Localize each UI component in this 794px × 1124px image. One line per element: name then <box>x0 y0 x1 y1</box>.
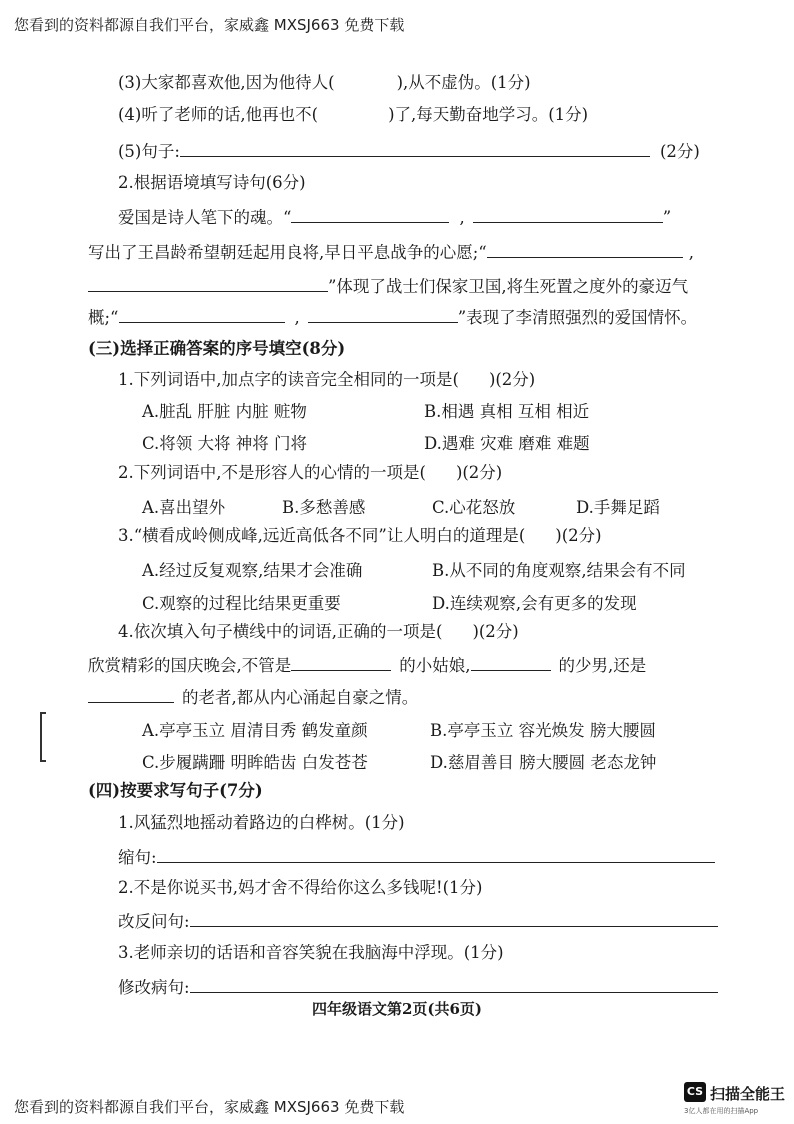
mc-question-4 <box>118 621 519 643</box>
mc-q4-l2-text: 的老者,都从内心涌起自豪之情。 <box>182 688 419 707</box>
mc-q4-blank-1[interactable] <box>291 654 391 671</box>
poem-blank-3[interactable] <box>487 241 683 258</box>
mc-q4-option-c[interactable]: C.步履蹒跚 明眸皓齿 白发苍苍 <box>142 753 368 772</box>
part3-title: (三)选择正确答案的序号填空(8分) <box>88 339 346 358</box>
mc-q1-option-b[interactable]: B.相遇 真相 互相 相近 <box>424 402 590 421</box>
rewrite-question-1: 1.风猛烈地摇动着路边的白桦树。(1分) <box>118 813 405 832</box>
poem-l1-quote: ” <box>662 208 672 227</box>
q5-answer-line[interactable] <box>180 140 650 157</box>
poem-line-4 <box>88 306 697 329</box>
poem-l4-comma: , <box>294 308 300 327</box>
poem-section-title: 2.根据语境填写诗句(6分) <box>118 173 306 192</box>
mc-q4-option-d[interactable]: D.慈眉善目 膀大腰圆 老态龙钟 <box>430 753 657 772</box>
q3-end: ),从不虚伪。(1分) <box>396 73 531 92</box>
bottom-watermark: 您看到的资料都源自我们平台，家威鑫 MXSJ663 免费下载 <box>14 1098 405 1116</box>
mc-q1-text: 1.下列词语中,加点字的读音完全相同的一项是( <box>118 370 459 389</box>
logo-name: 扫描全能王 <box>710 1085 786 1103</box>
q3-text: (3)大家都喜欢他,因为他待人( <box>118 73 335 92</box>
poem-l2-text: 写出了王昌龄希望朝廷起用良将,早日平息战争的心愿;“ <box>88 243 487 262</box>
mc-q4-blank-3[interactable] <box>88 686 174 703</box>
mc-q4-l1-text: 欣赏精彩的国庆晚会,不管是 <box>88 656 292 675</box>
poem-l3-text: ”体现了战士们保家卫国,将生死置之度外的豪迈气 <box>328 277 689 296</box>
mc-q3-option-a[interactable]: A.经过反复观察,结果才会准确 <box>142 561 363 580</box>
mc-q1-option-a[interactable]: A.脏乱 肝脏 内脏 赃物 <box>142 402 307 421</box>
fill-question-3 <box>118 72 531 94</box>
mc-q2-end: )(2分) <box>455 463 503 482</box>
poem-line-2 <box>88 241 694 264</box>
rewrite-answer-3 <box>118 976 718 999</box>
rewrite-answer-1 <box>118 846 715 869</box>
rewrite-label-1: 缩句: <box>118 848 157 867</box>
poem-blank-1[interactable] <box>291 206 449 223</box>
mc-q4-sentence-2 <box>88 686 418 709</box>
mc-q1-option-d[interactable]: D.遇难 灾难 磨难 难题 <box>424 434 590 453</box>
mc-q2-option-c[interactable]: C.心花怒放 <box>432 498 516 517</box>
rewrite-answer-line-3[interactable] <box>190 976 718 993</box>
mc-q2-option-b[interactable]: B.多愁善感 <box>282 498 366 517</box>
mc-q4-sentence-1 <box>88 654 646 677</box>
fill-question-4 <box>118 104 588 126</box>
mc-q1-end: )(2分) <box>488 370 536 389</box>
mc-q4-l1-end: 的少男,还是 <box>558 656 647 675</box>
poem-line-1 <box>118 206 671 229</box>
mc-question-1 <box>118 369 535 391</box>
q4-end: )了,每天勤奋地学习。(1分) <box>388 105 589 124</box>
poem-l2-comma: , <box>688 243 694 262</box>
mc-q2-option-a[interactable]: A.喜出望外 <box>142 498 226 517</box>
rewrite-label-2: 改反问句: <box>118 912 190 931</box>
rewrite-answer-line-2[interactable] <box>190 910 718 927</box>
q5-score: (2分) <box>659 142 700 161</box>
cs-badge-icon: CS <box>684 1082 706 1102</box>
mc-q1-option-c[interactable]: C.将领 大将 神将 门将 <box>142 434 308 453</box>
q5-text: (5)句子: <box>118 142 180 161</box>
mc-question-2 <box>118 462 502 484</box>
poem-blank-4[interactable] <box>88 275 328 292</box>
poem-line-3 <box>88 275 688 298</box>
mc-q4-end: )(2分) <box>472 622 519 641</box>
rewrite-question-2: 2.不是你说买书,妈才舍不得给你这么多钱呢!(1分) <box>118 878 483 897</box>
poem-blank-2[interactable] <box>473 206 663 223</box>
poem-l4-end: ”表现了李清照强烈的爱国情怀。 <box>457 308 698 327</box>
part4-title: (四)按要求写句子(7分) <box>88 781 263 800</box>
mc-q3-end: )(2分) <box>555 526 602 545</box>
mc-q4-text: 4.依次填入句子横线中的词语,正确的一项是( <box>118 622 443 641</box>
fill-question-5 <box>118 140 700 163</box>
poem-l4-text: 概;“ <box>88 308 119 327</box>
mc-q3-option-c[interactable]: C.观察的过程比结果更重要 <box>142 594 341 613</box>
mc-q4-option-b[interactable]: B.亭亭玉立 容光焕发 膀大腰圆 <box>430 721 656 740</box>
page-footer: 四年级语文第2页(共6页) <box>311 1000 483 1018</box>
mc-q4-l1-mid: 的小姑娘, <box>399 656 471 675</box>
scanner-app-logo <box>684 1082 784 1122</box>
rewrite-answer-2 <box>118 910 718 933</box>
mc-q4-blank-2[interactable] <box>471 654 551 671</box>
poem-blank-6[interactable] <box>308 306 458 323</box>
poem-blank-5[interactable] <box>119 306 285 323</box>
rewrite-label-3: 修改病句: <box>118 978 190 997</box>
mc-q2-option-d[interactable]: D.手舞足蹈 <box>576 498 660 517</box>
rewrite-answer-line-1[interactable] <box>157 846 715 863</box>
top-watermark: 您看到的资料都源自我们平台，家威鑫 MXSJ663 免费下载 <box>14 16 405 34</box>
poem-l1-text: 爱国是诗人笔下的魂。“ <box>118 208 292 227</box>
logo-subtitle: 3亿人都在用的扫描App <box>684 1107 759 1115</box>
rewrite-question-3: 3.老师亲切的话语和音容笑貌在我脑海中浮现。(1分) <box>118 943 504 962</box>
q4-text: (4)听了老师的话,他再也不( <box>118 105 319 124</box>
mc-q3-option-d[interactable]: D.连续观察,会有更多的发现 <box>432 594 637 613</box>
margin-bracket <box>40 712 48 762</box>
mc-question-3 <box>118 525 602 547</box>
mc-q4-option-a[interactable]: A.亭亭玉立 眉清目秀 鹤发童颜 <box>142 721 368 740</box>
mc-q3-option-b[interactable]: B.从不同的角度观察,结果会有不同 <box>432 561 686 580</box>
mc-q3-text: 3.“横看成岭侧成峰,远近高低各不同”让人明白的道理是( <box>118 526 526 545</box>
mc-q2-text: 2.下列词语中,不是形容人的心情的一项是( <box>118 463 426 482</box>
poem-l1-comma: , <box>459 208 465 227</box>
